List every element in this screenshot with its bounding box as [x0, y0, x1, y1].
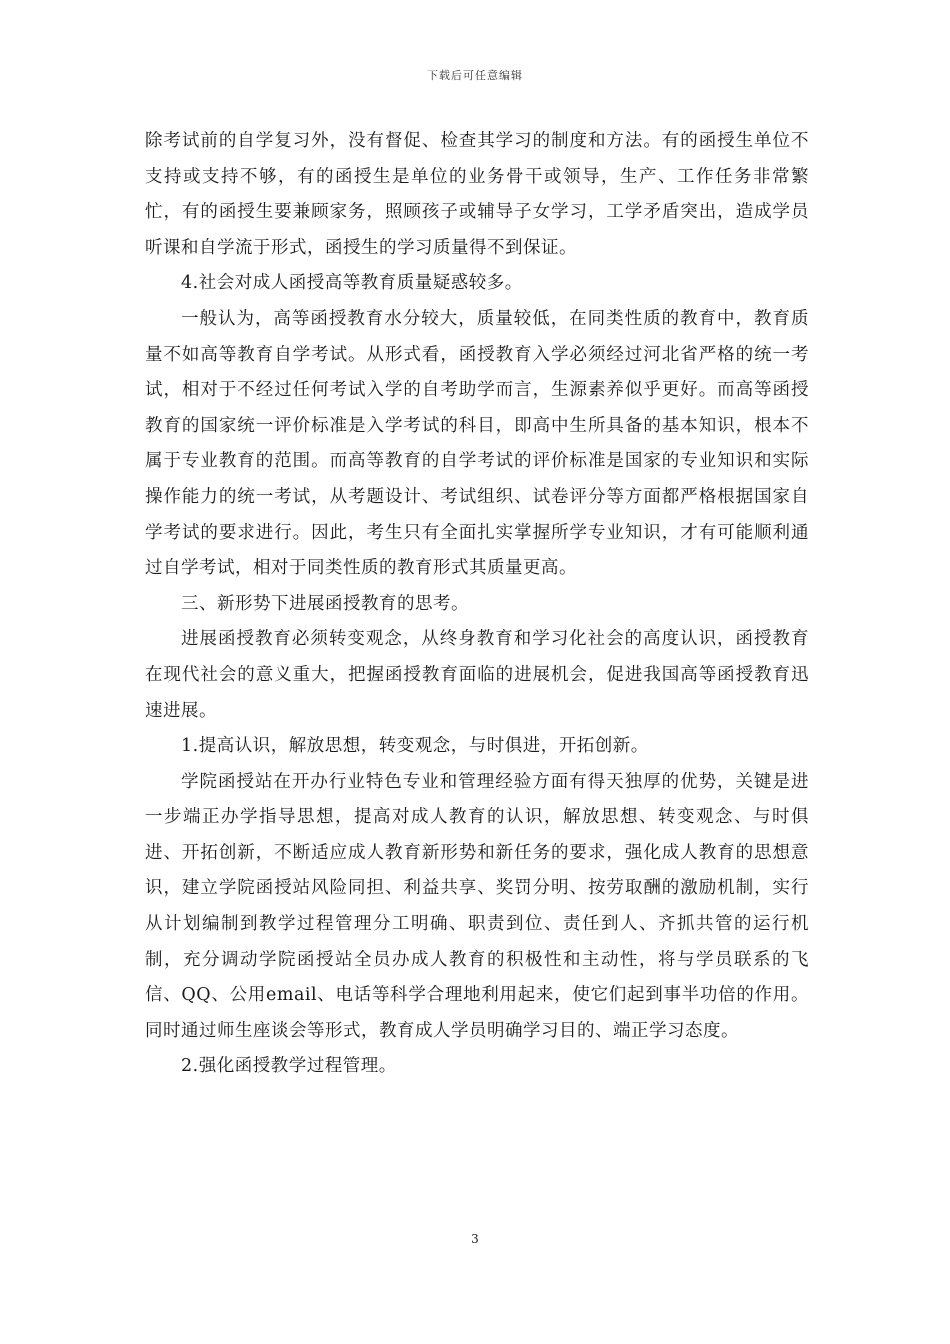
paragraph: 进展函授教育必须转变观念，从终身教育和学习化社会的高度认识，函授教育在现代社会的意义重大，把握函授教育面临的进展机会，促进我国高等函授教育迅速进展。 [145, 629, 809, 721]
paragraph: 学院函授站在开办行业特色专业和管理经验方面有得天独厚的优势，关键是进一步端正办学指导思想，提高对成人教育的认识，解放思想、转变观念、与时俱进、开拓创新，不断适应成人教育新形势和新任务的要求，强化成人教育的思想意识，建立学院函授站风险同担、利益共享、奖罚分明、按劳取酬的激励机制，实行从计划编制到教学过程管理分工明确、职责到位、责任到人、齐抓共管的运行机制，充分调动学院函授站全员办成人教育的积极性和主动性，将与学员联系的飞信、QQ、公用email、电话等科学合理地利用起来，使它们起到事半功倍的作用。同时通过师生座谈会等形式，教育成人学员明确学习目的、端正学习态度。 [145, 771, 809, 1041]
page-header: 下载后可任意编辑 [427, 69, 523, 82]
section-heading: 2.强化函授教学过程管理。 [181, 1056, 397, 1077]
section-heading: 三、新形势下进展函授教育的思考。 [181, 593, 469, 614]
paragraph: 一般认为，高等函授教育水分较大，质量较低，在同类性质的教育中，教育质量不如高等教育自学考试。从形式看，函授教育入学必须经过河北省严格的统一考试，相对于不经过任何考试入学的自考助学而言，生源素养似乎更好。而高等函授教育的国家统一评价标准是入学考试的科目，即高中生所具备的基本知识，根本不属于专业教育的范围。而高等教育的自学考试的评价标准是国家的专业知识和实际操作能力的统一考试，从考题设计、考试组织、试卷评分等方面都严格根据国家自学考试的要求进行。因此，考生只有全面扎实掌握所学专业知识，才有可能顺利通过自学考试，相对于同类性质的教育形式其质量更高。 [145, 308, 809, 579]
paragraph: 除考试前的自学复习外，没有督促、检查其学习的制度和方法。有的函授生单位不支持或支持不够，有的函授生是单位的业务骨干或领导，生产、工作任务非常繁忙，有的函授生要兼顾家务，照顾孩子或辅导子女学习，工学矛盾突出，造成学员听课和自学流于形式，函授生的学习质量得不到保证。 [145, 131, 809, 258]
document-body [145, 124, 809, 1085]
page-number: 3 [471, 1232, 479, 1246]
section-heading: 4.社会对成人函授高等教育质量疑惑较多。 [181, 273, 523, 294]
section-heading: 1.提高认识，解放思想，转变观念，与时俱进，开拓创新。 [181, 736, 649, 757]
